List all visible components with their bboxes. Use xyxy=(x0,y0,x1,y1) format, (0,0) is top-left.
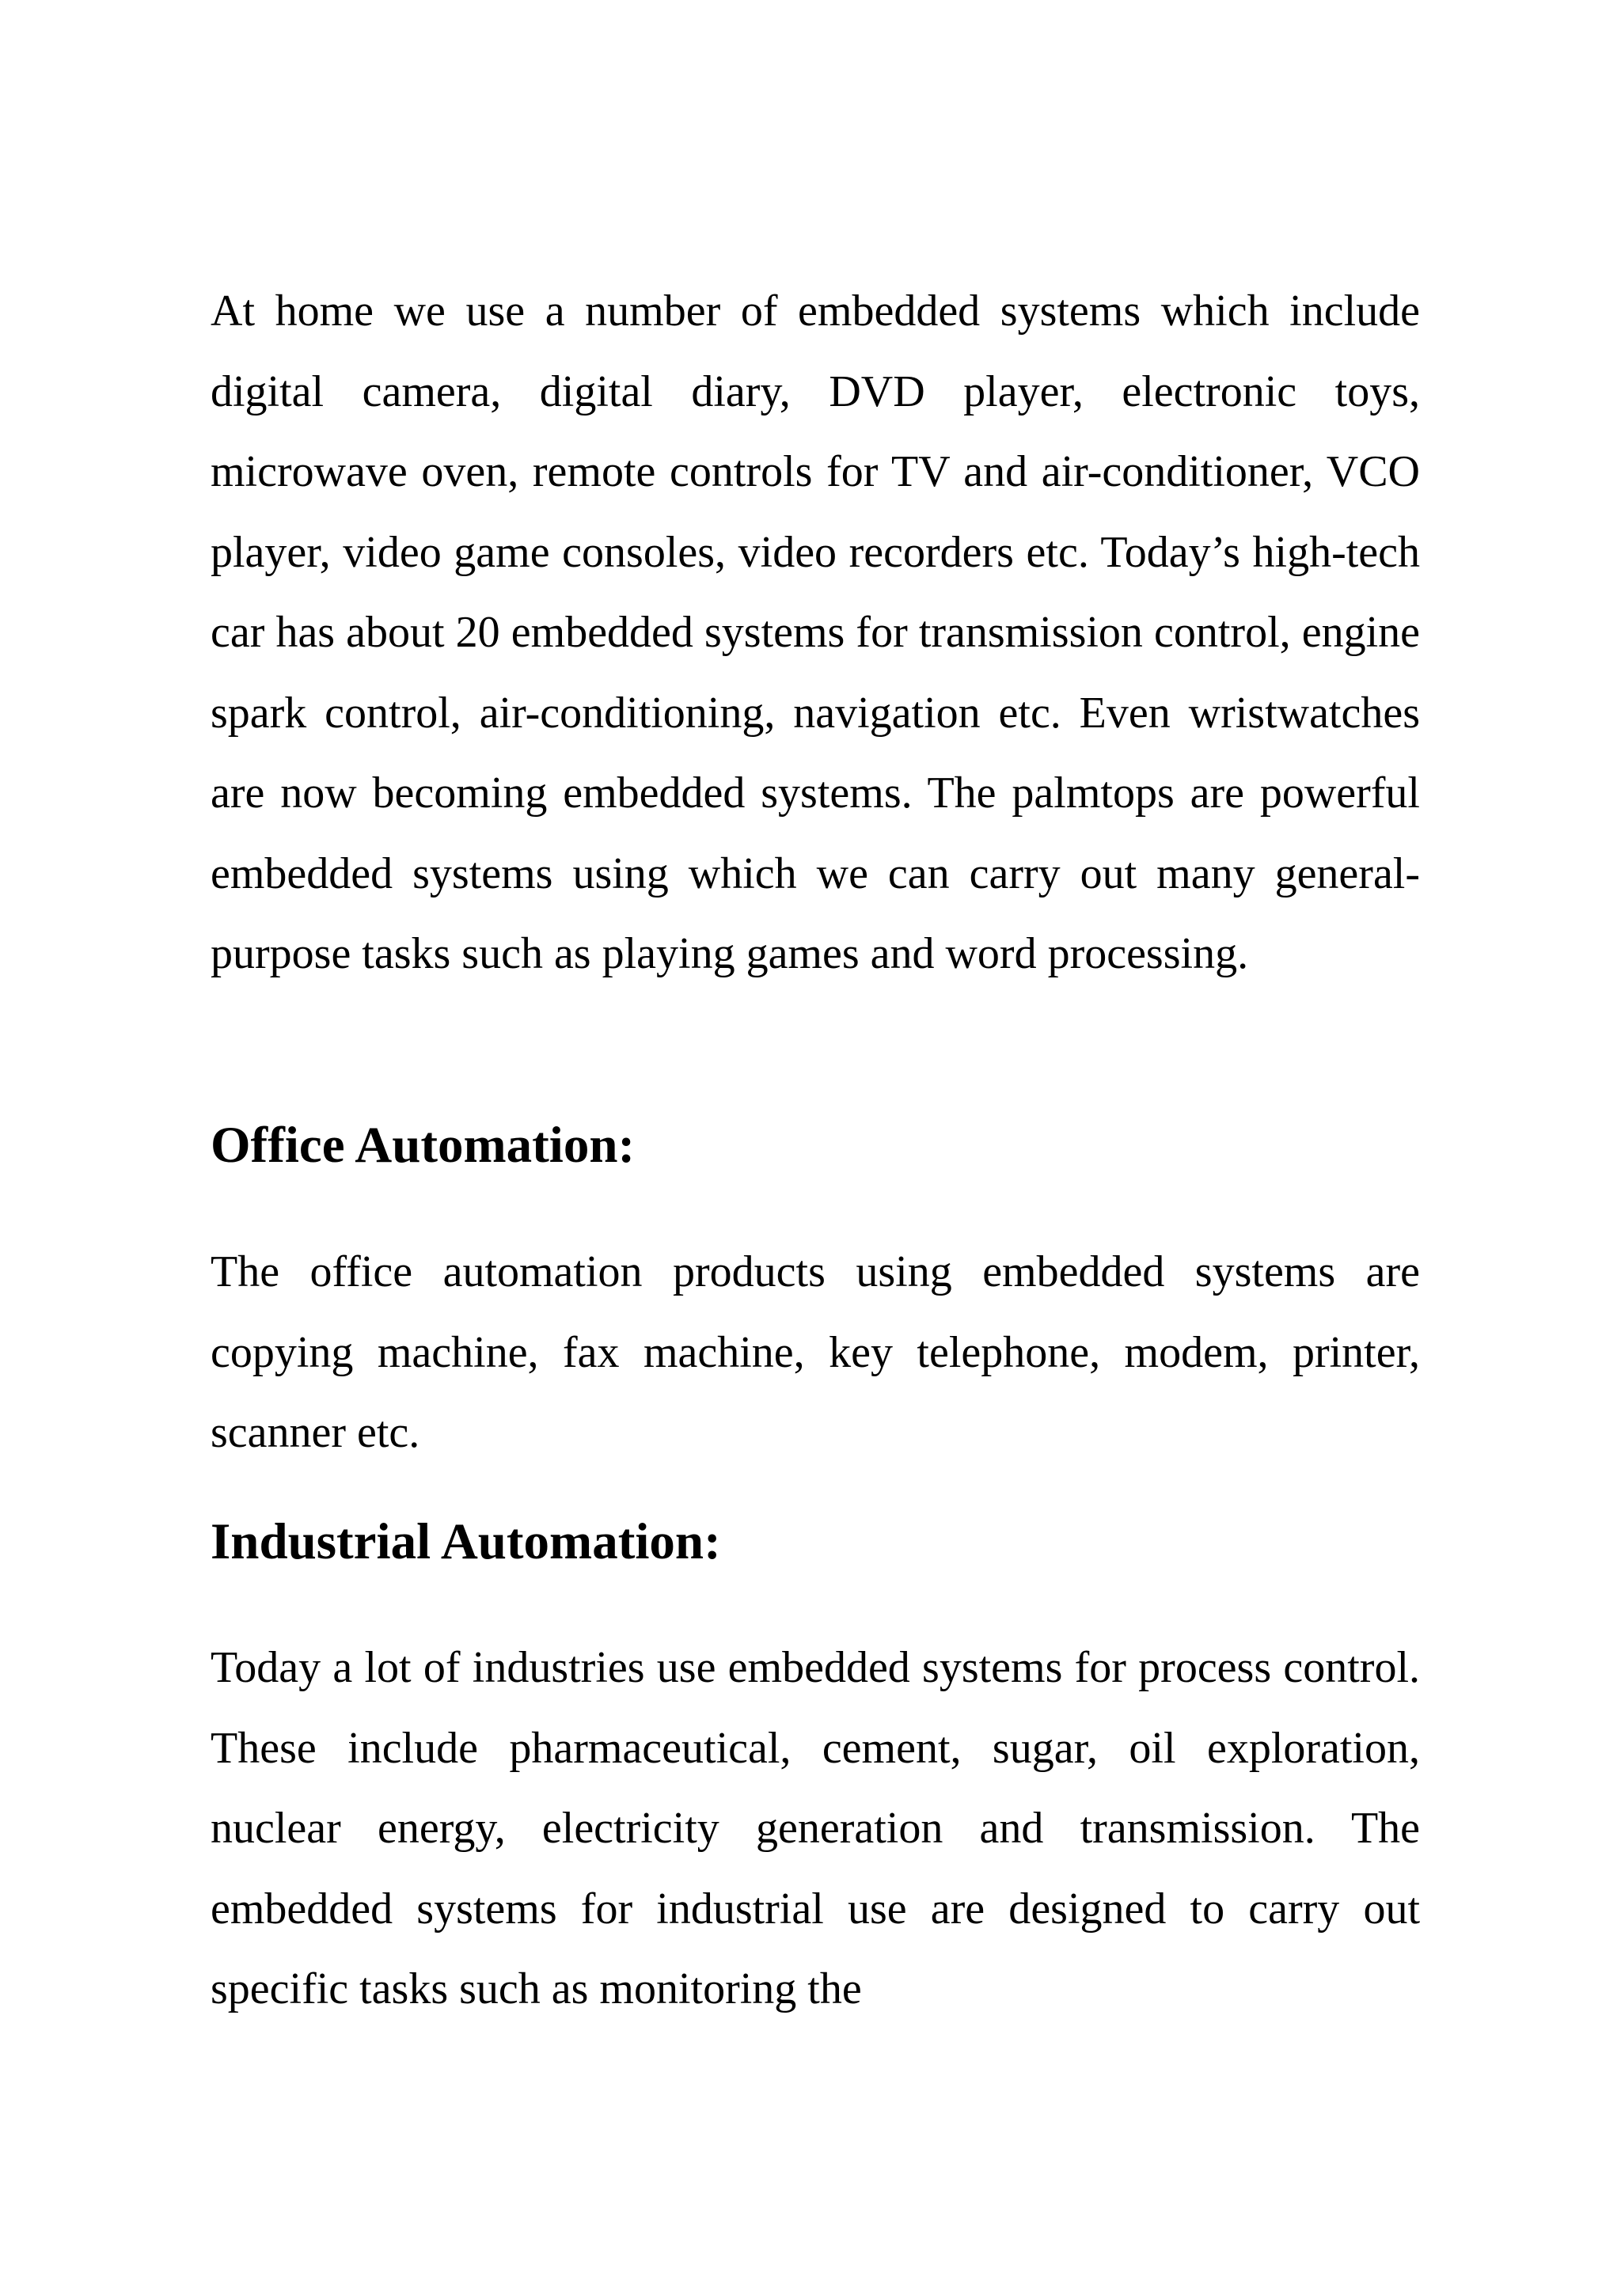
industrial-automation-paragraph: Today a lot of industries use embedded systems for process control. These include pharmaceutical, cement, sugar, oil exploration, nuclear energy, electricity generation and transmission. The embedded systems for industrial use are designed to carry out specific tasks such as monitoring the xyxy=(211,1643,1420,2013)
industrial-automation-heading xyxy=(211,1510,1420,1573)
industrial-automation-heading-colon: : xyxy=(704,1513,721,1570)
home-embedded-systems-paragraph: At home we use a number of embedded systems which include digital camera, digital diary, DVD player, electronic toys, microwave oven, remote controls for TV and air-conditioner, VCO player, video game consoles, video recorders etc. Today’s high-tech car has about 20 embedded systems for transmission control, engine spark control, air-conditioning, navigation etc. Even wristwatches are now becoming embedded systems. The palmtops are powerful embedded systems using which we can carry out many general-purpose tasks such as playing games and word processing. xyxy=(211,287,1420,978)
office-automation-paragraph: The office automation products using embedded systems are copying machine, fax machine, key telephone, modem, printer, scanner etc. xyxy=(211,1247,1420,1457)
office-automation-heading-text: Office Automation: xyxy=(211,1117,636,1174)
industrial-automation-heading-text: Industrial Automation xyxy=(211,1513,704,1570)
office-automation-heading xyxy=(211,1114,1420,1177)
